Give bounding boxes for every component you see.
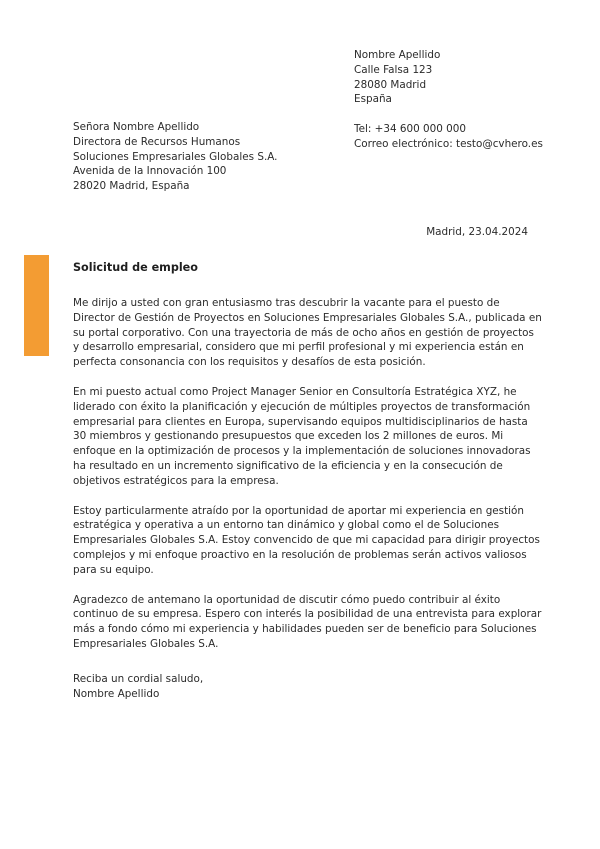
sender-spacer (354, 107, 594, 122)
body-paragraph-1: Me dirijo a usted con gran entusiasmo tras descubrir la vacante para el puesto de Director de Gestión de Proyectos en Soluciones Empresariales Globales S.A., publicada en su portal corporativo. Con una trayectoria de más de ocho años en gestión de proyectos y desarrollo empresarial, considero que mi perfil profesional y mi experiencia están en perfecta consonancia con los requisitos y desafíos de esta posición. (73, 297, 542, 369)
sender-city: 28080 Madrid (354, 78, 427, 91)
sender-name: Nombre Apellido (354, 49, 441, 61)
recipient-role: Directora de Recursos Humanos (73, 135, 241, 148)
letter-closing (73, 672, 203, 702)
letter-subject: Solicitud de empleo (73, 261, 198, 274)
recipient-street: Avenida de la Innovación 100 (73, 165, 227, 178)
body-paragraph-4: Agradezco de antemano la oportunidad de discutir cómo puedo contribuir al éxito continuo de su empresa. Espero con interés la posibilidad de una entrevista para explorar más a fondo cómo mi experiencia y habilidades pueden ser de beneficio para Soluciones Empresariales Globales S.A. (73, 593, 542, 650)
recipient-city: 28020 Madrid, España (73, 180, 190, 193)
recipient-address-block (73, 120, 343, 194)
recipient-name: Señora Nombre Apellido (73, 121, 200, 133)
recipient-company: Soluciones Empresariales Globales S.A. (73, 150, 278, 163)
accent-bar (24, 255, 49, 356)
sender-country: España (354, 93, 392, 106)
letter-date: Madrid, 23.04.2024 (426, 226, 528, 238)
sender-email: Correo electrónico: testo@cvhero.es (354, 137, 543, 150)
sender-street: Calle Falsa 123 (354, 63, 433, 76)
body-paragraph-2: En mi puesto actual como Project Manager Senior en Consultoría Estratégica XYZ, he liderado con éxito la planificación y ejecución de múltiples proyectos de transformación empresarial para clientes en Europa, supervisando equipos multidisciplinarios de hasta 30 miembros y gestionando presupuestos que exceden los 2 millones de euros. Mi enfoque en la optimización de procesos y la implementación de soluciones innovadoras ha resultado en un incremento significativo de la eficiencia y en la consecución de objetivos estratégicos para la empresa. (73, 385, 531, 487)
letter-body (73, 296, 543, 667)
closing-greeting: Reciba un cordial saludo, (73, 673, 204, 685)
closing-signature: Nombre Apellido (73, 687, 160, 700)
sender-phone: Tel: +34 600 000 000 (354, 122, 466, 135)
body-paragraph-3: Estoy particularmente atraído por la oportunidad de aportar mi experiencia en gestión estratégica y operativa a un entorno tan dinámico y global como el de Soluciones Empresariales Globales S.A. Estoy convencido de que mi capacidad para dirigir proyectos complejos y mi enfoque proactivo en la resolución de problemas serán activos valiosos para su equipo. (73, 504, 540, 576)
sender-address-block (354, 48, 594, 152)
